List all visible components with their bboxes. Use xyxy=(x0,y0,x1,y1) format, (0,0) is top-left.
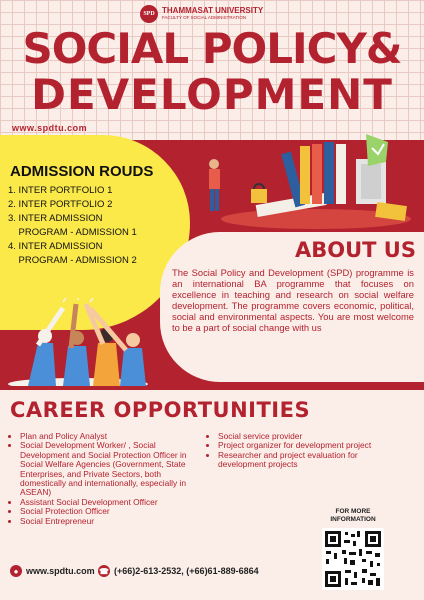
phone-icon: ☎ xyxy=(99,566,109,576)
admission-item: 2. INTER PORTFOLIO 2 xyxy=(8,199,113,210)
team-illustration-icon xyxy=(8,298,153,386)
career-item: • Plan and Policy Analyst xyxy=(20,432,200,441)
career-item: • Social Protection Officer xyxy=(20,507,200,516)
footer-phone-text: (+66)2-613-2532, (+66)61-889-6864 xyxy=(114,566,259,576)
website-link[interactable]: www.spdtu.com xyxy=(12,123,88,133)
admission-title: ADMISSION ROUDS xyxy=(10,163,154,180)
career-list-right xyxy=(208,432,383,470)
career-item: • Social service provider xyxy=(218,432,383,441)
admission-item: PROGRAM - ADMISSION 1 xyxy=(8,227,137,238)
faculty-name: FACULTY OF SOCIAL ADMINISTRATION xyxy=(162,15,247,21)
qr-code-icon[interactable] xyxy=(322,528,384,590)
career-title: CAREER OPPORTUNITIES xyxy=(10,398,311,422)
globe-icon: ● xyxy=(10,565,22,577)
footer-website[interactable] xyxy=(10,565,95,577)
seal-icon: SPD xyxy=(140,5,158,23)
career-item: • Social Entrepreneur xyxy=(20,517,200,526)
career-item: • Social Development Worker/ , Social Development and Social Protection Officer in Social Welfare Agencies (Government, State Enterprises, and Private Sectors, both domestically and internationally, especially in ASEAN) xyxy=(20,441,200,497)
university-name: THAMMASAT UNIVERSITY xyxy=(162,6,264,16)
title-line-1: SOCIAL POLICY& xyxy=(22,24,402,73)
qr-label: FOR MORE INFORMATION xyxy=(330,508,376,523)
about-title: ABOUT US xyxy=(295,238,416,262)
career-item: • Assistant Social Development Officer xyxy=(20,498,200,507)
career-list-left xyxy=(10,432,200,526)
admission-list xyxy=(8,184,137,268)
university-logo xyxy=(140,5,263,23)
office-illustration-icon xyxy=(196,134,411,234)
footer-website-text: www.spdtu.com xyxy=(26,566,95,576)
career-item: • Researcher and project evaluation for development projects xyxy=(218,451,383,470)
admission-item: PROGRAM - ADMISSION 2 xyxy=(8,255,137,266)
title-line-2: DEVELOPMENT xyxy=(31,70,393,119)
about-text: The Social Policy and Development (SPD) programme is an international BA programme that focuses on excellence in teaching and research on social welfare development. The programme covers economic, political, social and environmental aspects. You are most welcome to be a part of social change with us xyxy=(172,267,414,333)
admission-item: 1. INTER PORTFOLIO 1 xyxy=(8,185,113,196)
career-item: • Project organizer for development project xyxy=(218,441,383,450)
admission-item: 3. INTER ADMISSION xyxy=(8,213,103,224)
admission-item: 4. INTER ADMISSION xyxy=(8,241,103,252)
footer-phone[interactable] xyxy=(98,565,259,577)
